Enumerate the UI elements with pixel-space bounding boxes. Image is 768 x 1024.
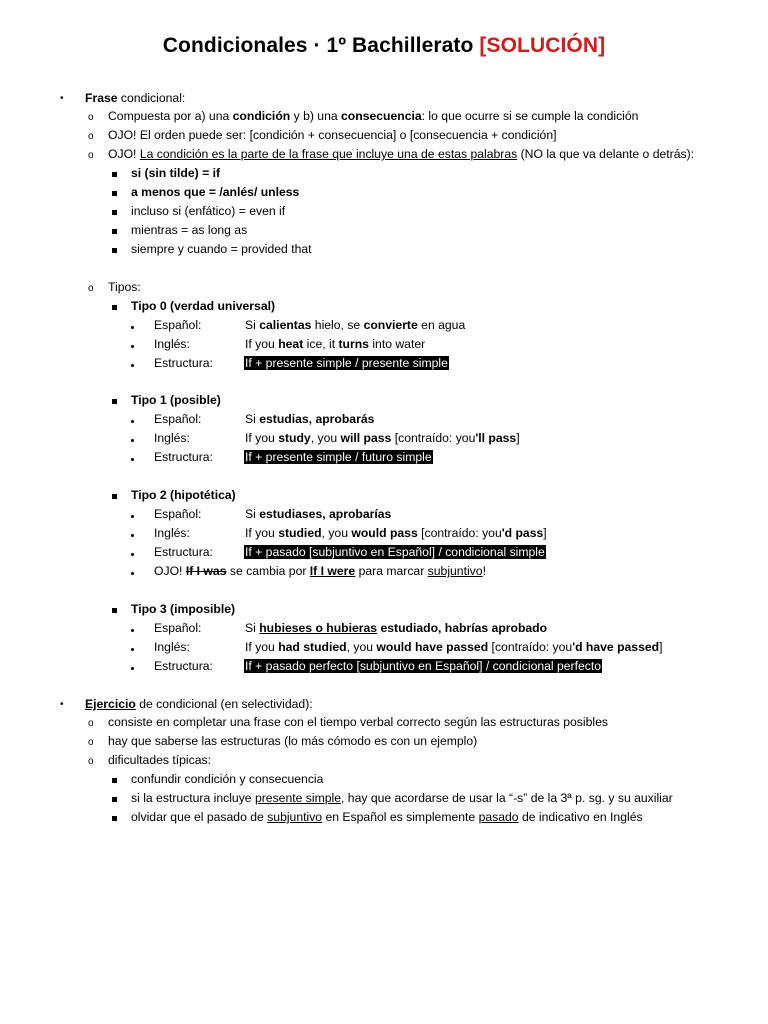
- tipo1-heading: Tipo 1 (posible): [131, 393, 221, 407]
- word-mientras: mientras = as long as: [131, 223, 248, 237]
- bullet-small: [131, 431, 134, 446]
- tipo2-ojo: OJO! If I was se cambia por If I were para marcar subjuntivo!: [154, 564, 486, 578]
- tipo0-espanol: Si calientas hielo, se convierte en agua: [245, 318, 466, 332]
- ejercicio-heading: Ejercicio de condicional (en selectividad):: [85, 697, 313, 711]
- bullet-ring: o: [88, 737, 94, 748]
- label-estructura: Estructura:: [154, 659, 213, 673]
- ejercicio-line-1: consiste en completar una frase con el tiempo verbal correcto según las estructuras posibles: [108, 715, 608, 729]
- label-ingles: Inglés:: [154, 431, 190, 445]
- tipo2-estructura: If + pasado [subjuntivo en Español] / condicional simple: [245, 545, 545, 559]
- label-ingles: Inglés:: [154, 526, 190, 540]
- bullet-small: [131, 640, 134, 655]
- bullet-ring: o: [88, 112, 94, 123]
- tipo0-estructura: If + presente simple / presente simple: [245, 356, 448, 370]
- frase-heading: Frase condicional:: [85, 91, 186, 105]
- dificultad-2: si la estructura incluye presente simple, hay que acordarse de usar la “-s” de la 3ª p. sg. y su auxiliar: [131, 791, 673, 805]
- bullet-dot: •: [60, 93, 64, 104]
- tipo2-ingles: If you studied, you would pass [contraído: you'd pass]: [245, 526, 547, 540]
- label-espanol: Español:: [154, 318, 202, 332]
- tipo3-espanol: Si hubieses o hubieras estudiado, habrías aprobado: [245, 621, 548, 635]
- bullet-square: [112, 185, 117, 200]
- bullet-small: [131, 659, 134, 674]
- word-incluso-si: incluso si (enfático) = even if: [131, 204, 286, 218]
- bullet-ring: o: [88, 131, 94, 142]
- ejercicio-line-3: dificultades típicas:: [108, 753, 211, 767]
- bullet-square: [112, 393, 117, 408]
- label-ingles: Inglés:: [154, 640, 190, 654]
- title-solution: [SOLUCIÓN]: [479, 34, 606, 57]
- label-espanol: Español:: [154, 412, 202, 426]
- bullet-square: [112, 810, 117, 825]
- frase-line-1: Compuesta por a) una condición y b) una consecuencia: lo que ocurre si se cumple la condición: [108, 109, 639, 123]
- bullet-small: [131, 621, 134, 636]
- tipo0-heading: Tipo 0 (verdad universal): [131, 299, 276, 313]
- dificultad-3: olvidar que el pasado de subjuntivo en Español es simplemente pasado de indicativo en Inglés: [131, 810, 643, 824]
- bullet-ring: o: [88, 718, 94, 729]
- label-estructura: Estructura:: [154, 545, 213, 559]
- bullet-square: [112, 488, 117, 503]
- bullet-small: [131, 507, 134, 522]
- bullet-ring: o: [88, 150, 94, 161]
- dificultad-1: confundir condición y consecuencia: [131, 772, 324, 786]
- label-estructura: Estructura:: [154, 450, 213, 464]
- bullet-ring: o: [88, 283, 94, 294]
- bullet-square: [112, 772, 117, 787]
- label-ingles: Inglés:: [154, 337, 190, 351]
- bullet-small: [131, 450, 134, 465]
- word-a-menos-que: a menos que = /anlés/ unless: [131, 185, 300, 199]
- tipo1-espanol: Si estudias, aprobarás: [245, 412, 375, 426]
- word-siempre-y-cuando: siempre y cuando = provided that: [131, 242, 312, 256]
- bullet-square: [112, 166, 117, 181]
- tipo3-heading: Tipo 3 (imposible): [131, 602, 236, 616]
- ejercicio-line-2: hay que saberse las estructuras (lo más cómodo es con un ejemplo): [108, 734, 478, 748]
- bullet-square: [112, 242, 117, 257]
- tipo3-estructura: If + pasado perfecto [subjuntivo en Español] / condicional perfecto: [245, 659, 602, 673]
- tipo1-estructura: If + presente simple / futuro simple: [245, 450, 432, 464]
- tipo1-ingles: If you study, you will pass [contraído: you'll pass]: [245, 431, 520, 445]
- frase-line-3: OJO! La condición es la parte de la frase que incluye una de estas palabras (NO la que va delante o detrás):: [108, 147, 695, 161]
- bullet-small: [131, 356, 134, 371]
- bullet-square: [112, 602, 117, 617]
- label-espanol: Español:: [154, 507, 202, 521]
- bullet-dot: •: [60, 699, 64, 710]
- bullet-small: [131, 412, 134, 427]
- label-espanol: Español:: [154, 621, 202, 635]
- bullet-small: [131, 564, 134, 579]
- label-estructura: Estructura:: [154, 356, 213, 370]
- bullet-square: [112, 791, 117, 806]
- word-si: si (sin tilde) = if: [131, 166, 221, 180]
- frase-line-2: OJO! El orden puede ser: [condición + consecuencia] o [consecuencia + condición]: [108, 128, 557, 142]
- bullet-small: [131, 337, 134, 352]
- tipo3-ingles: If you had studied, you would have passed [contraído: you'd have passed]: [245, 640, 663, 654]
- page-title: [0, 34, 768, 58]
- bullet-small: [131, 545, 134, 560]
- bullet-square: [112, 204, 117, 219]
- tipo2-espanol: Si estudiases, aprobarías: [245, 507, 392, 521]
- tipo0-ingles: If you heat ice, it turns into water: [245, 337, 426, 351]
- bullet-square: [112, 223, 117, 238]
- bullet-square: [112, 299, 117, 314]
- bullet-small: [131, 318, 134, 333]
- bullet-ring: o: [88, 756, 94, 767]
- tipos-heading: Tipos:: [108, 280, 141, 294]
- tipo2-heading: Tipo 2 (hipotética): [131, 488, 236, 502]
- bullet-small: [131, 526, 134, 541]
- title-main: Condicionales · 1º Bachillerato: [162, 34, 474, 57]
